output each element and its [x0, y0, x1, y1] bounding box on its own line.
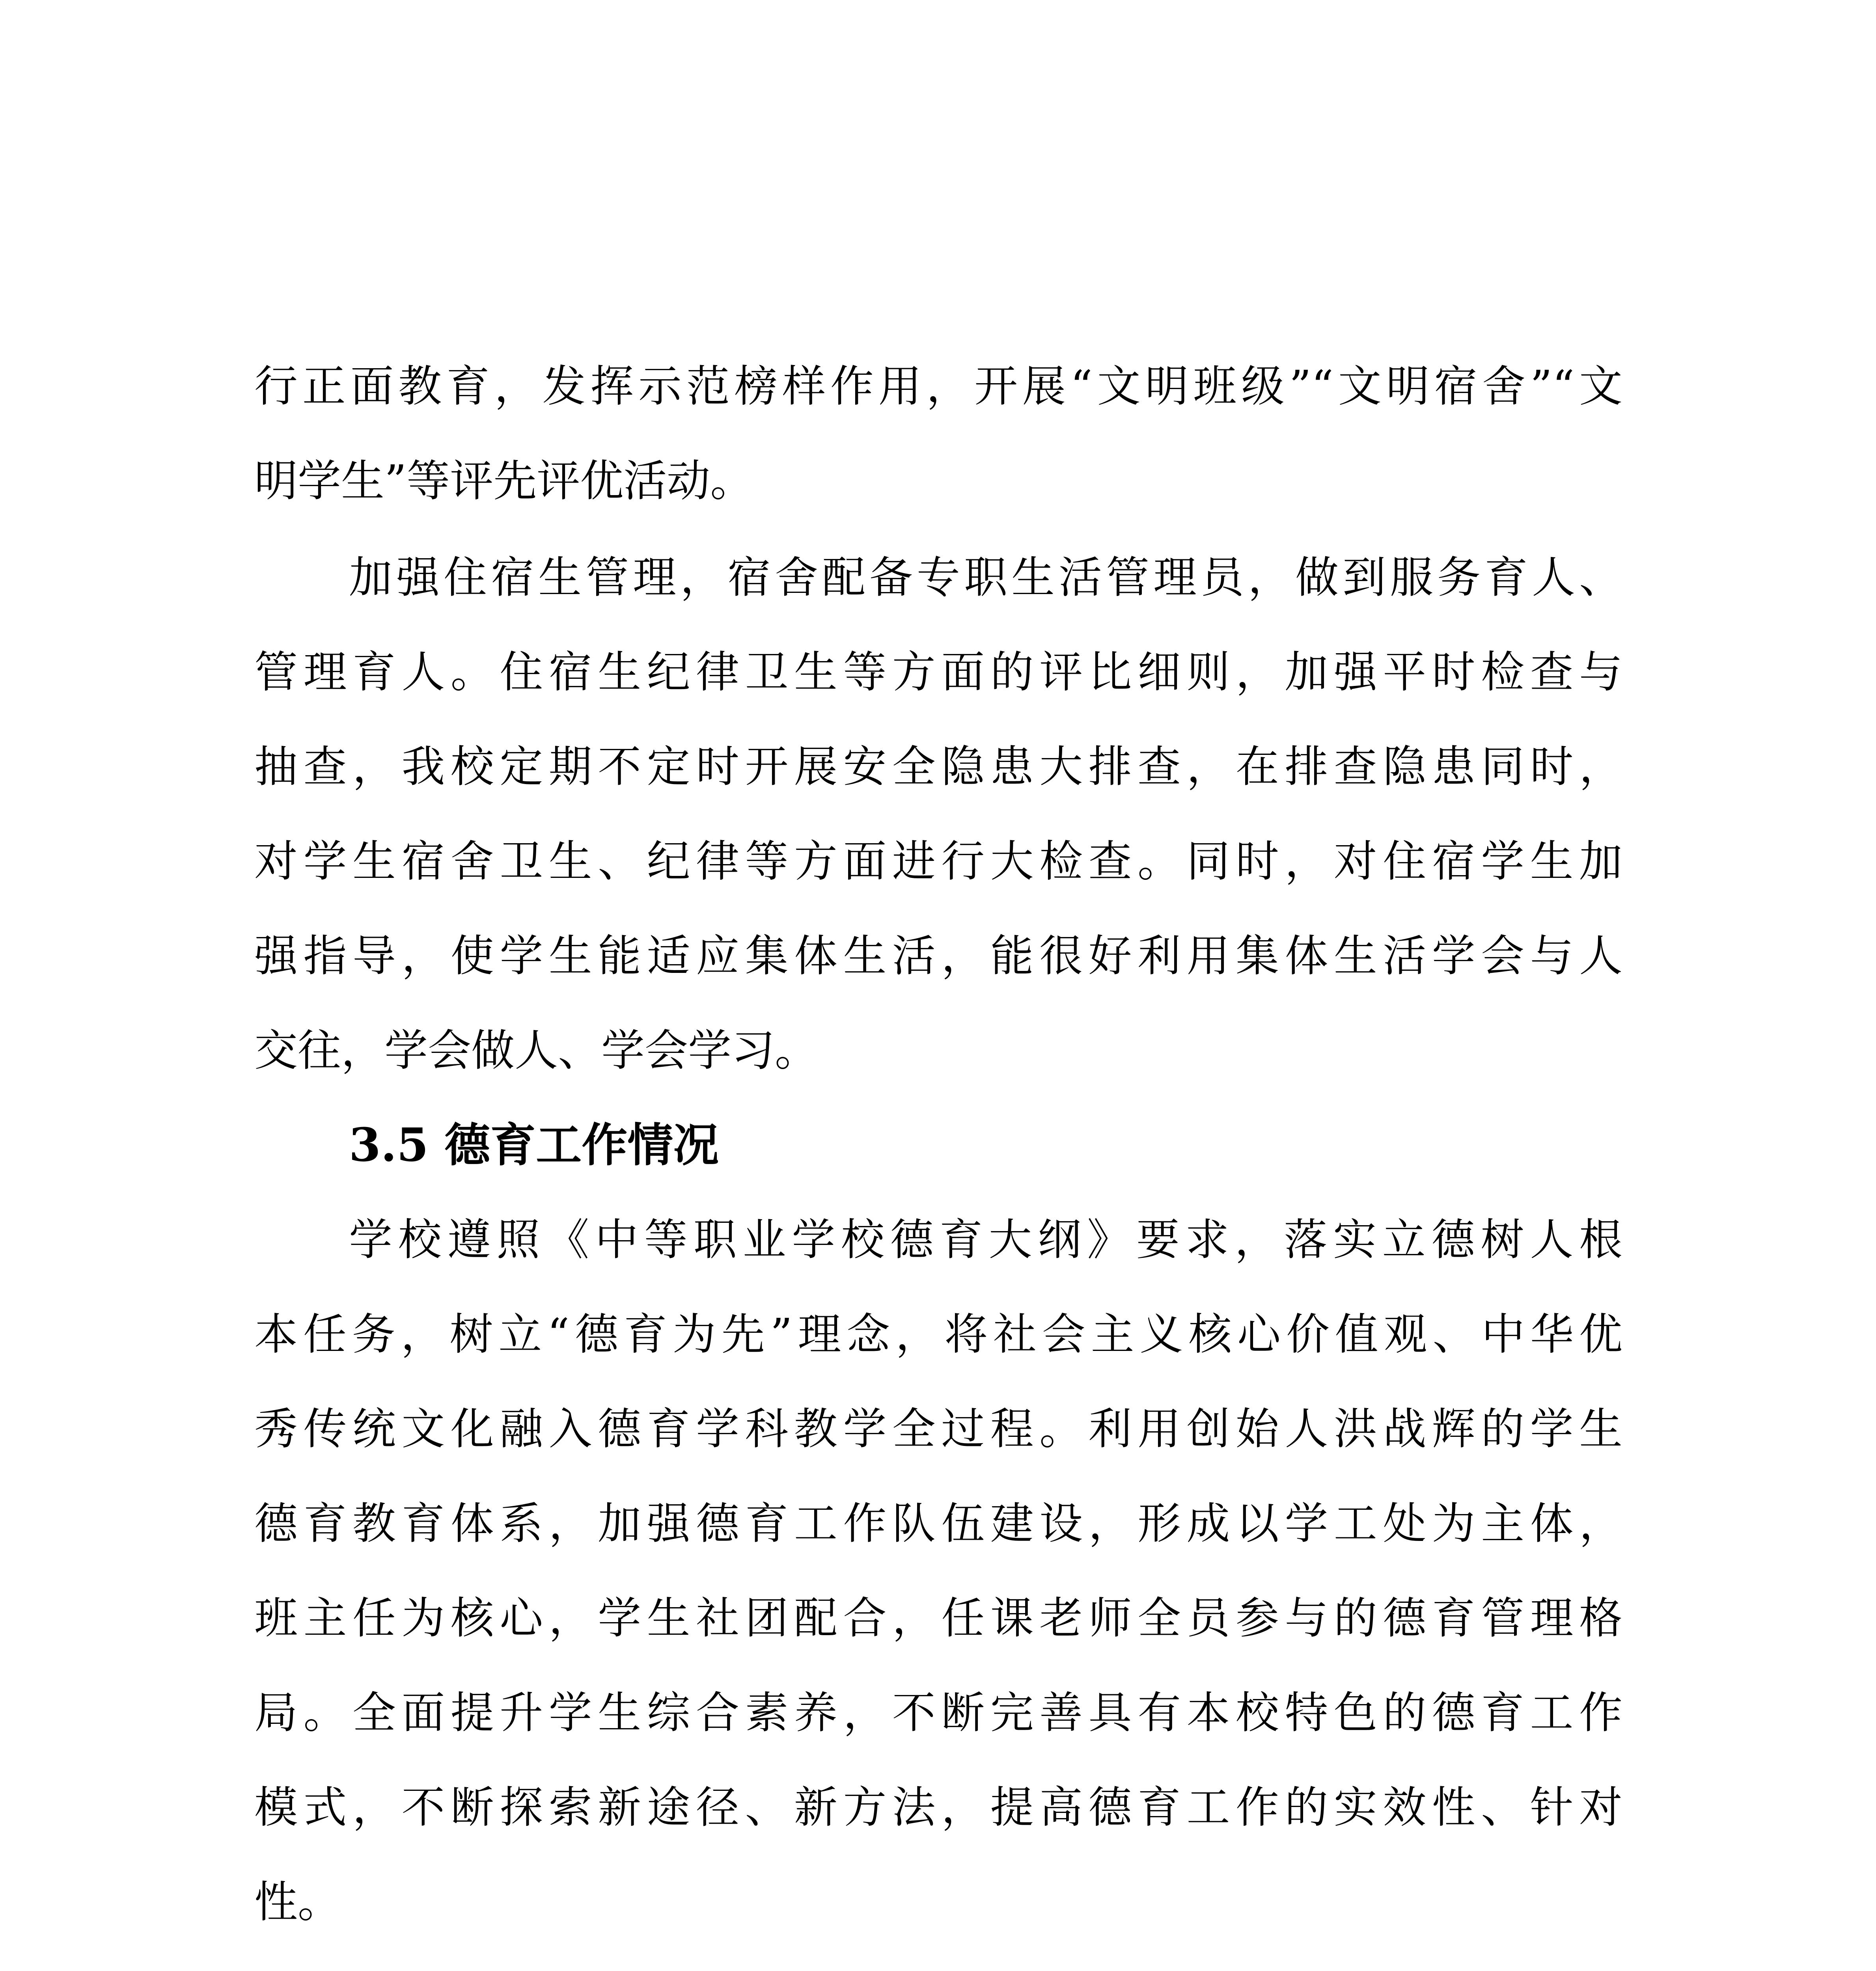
paragraph-line — [349, 1949, 1622, 1971]
paragraph-line: 局。全面提升学生综合素养，不断完善具有本校特色的德育工作 — [254, 1688, 1622, 1738]
paragraph-line: 交往，学会做人、学会学习。 — [254, 1025, 818, 1076]
section-heading: 3.5 德育工作情况 — [349, 1118, 719, 1172]
paragraph-line: 秀传统文化融入德育学科教学全过程。利用创始人洪战辉的学生 — [254, 1404, 1622, 1454]
paragraph-line: 对学生宿舍卫生、纪律等方面进行大检查。同时，对住宿学生加 — [254, 836, 1622, 887]
paragraph-line: 班主任为核心，学生社团配合，任课老师全员参与的德育管理格 — [254, 1593, 1622, 1643]
paragraph-line: 强指导，使学生能适应集体生活，能很好利用集体生活学会与人 — [254, 931, 1622, 981]
paragraph-line: 模式，不断探索新途径、新方法，提高德育工作的实效性、针对 — [254, 1782, 1622, 1833]
paragraph-line: 加强住宿生管理，宿舍配备专职生活管理员，做到服务育人、 — [349, 552, 1622, 603]
paragraph-line: 德育教育体系，加强德育工作队伍建设，形成以学工处为主体， — [254, 1498, 1622, 1549]
paragraph-line: 管理育人。住宿生纪律卫生等方面的评比细则，加强平时检查与 — [254, 647, 1622, 697]
paragraph-line: 行正面教育，发挥示范榜样作用，开展“文明班级”“文明宿舍”“文 — [254, 361, 1622, 412]
paragraph-line: 学校遵照《中等职业学校德育大纲》要求，落实立德树人根 — [349, 1215, 1622, 1265]
paragraph-line: 抽查，我校定期不定时开展安全隐患大排查，在排查隐患同时， — [254, 741, 1622, 792]
paragraph-line: 明学生”等评先评优活动。 — [254, 456, 754, 506]
paragraph-line: 性。 — [254, 1877, 341, 1927]
paragraph-line: 本任务，树立“德育为先”理念，将社会主义核心价值观、中华优 — [254, 1309, 1622, 1360]
